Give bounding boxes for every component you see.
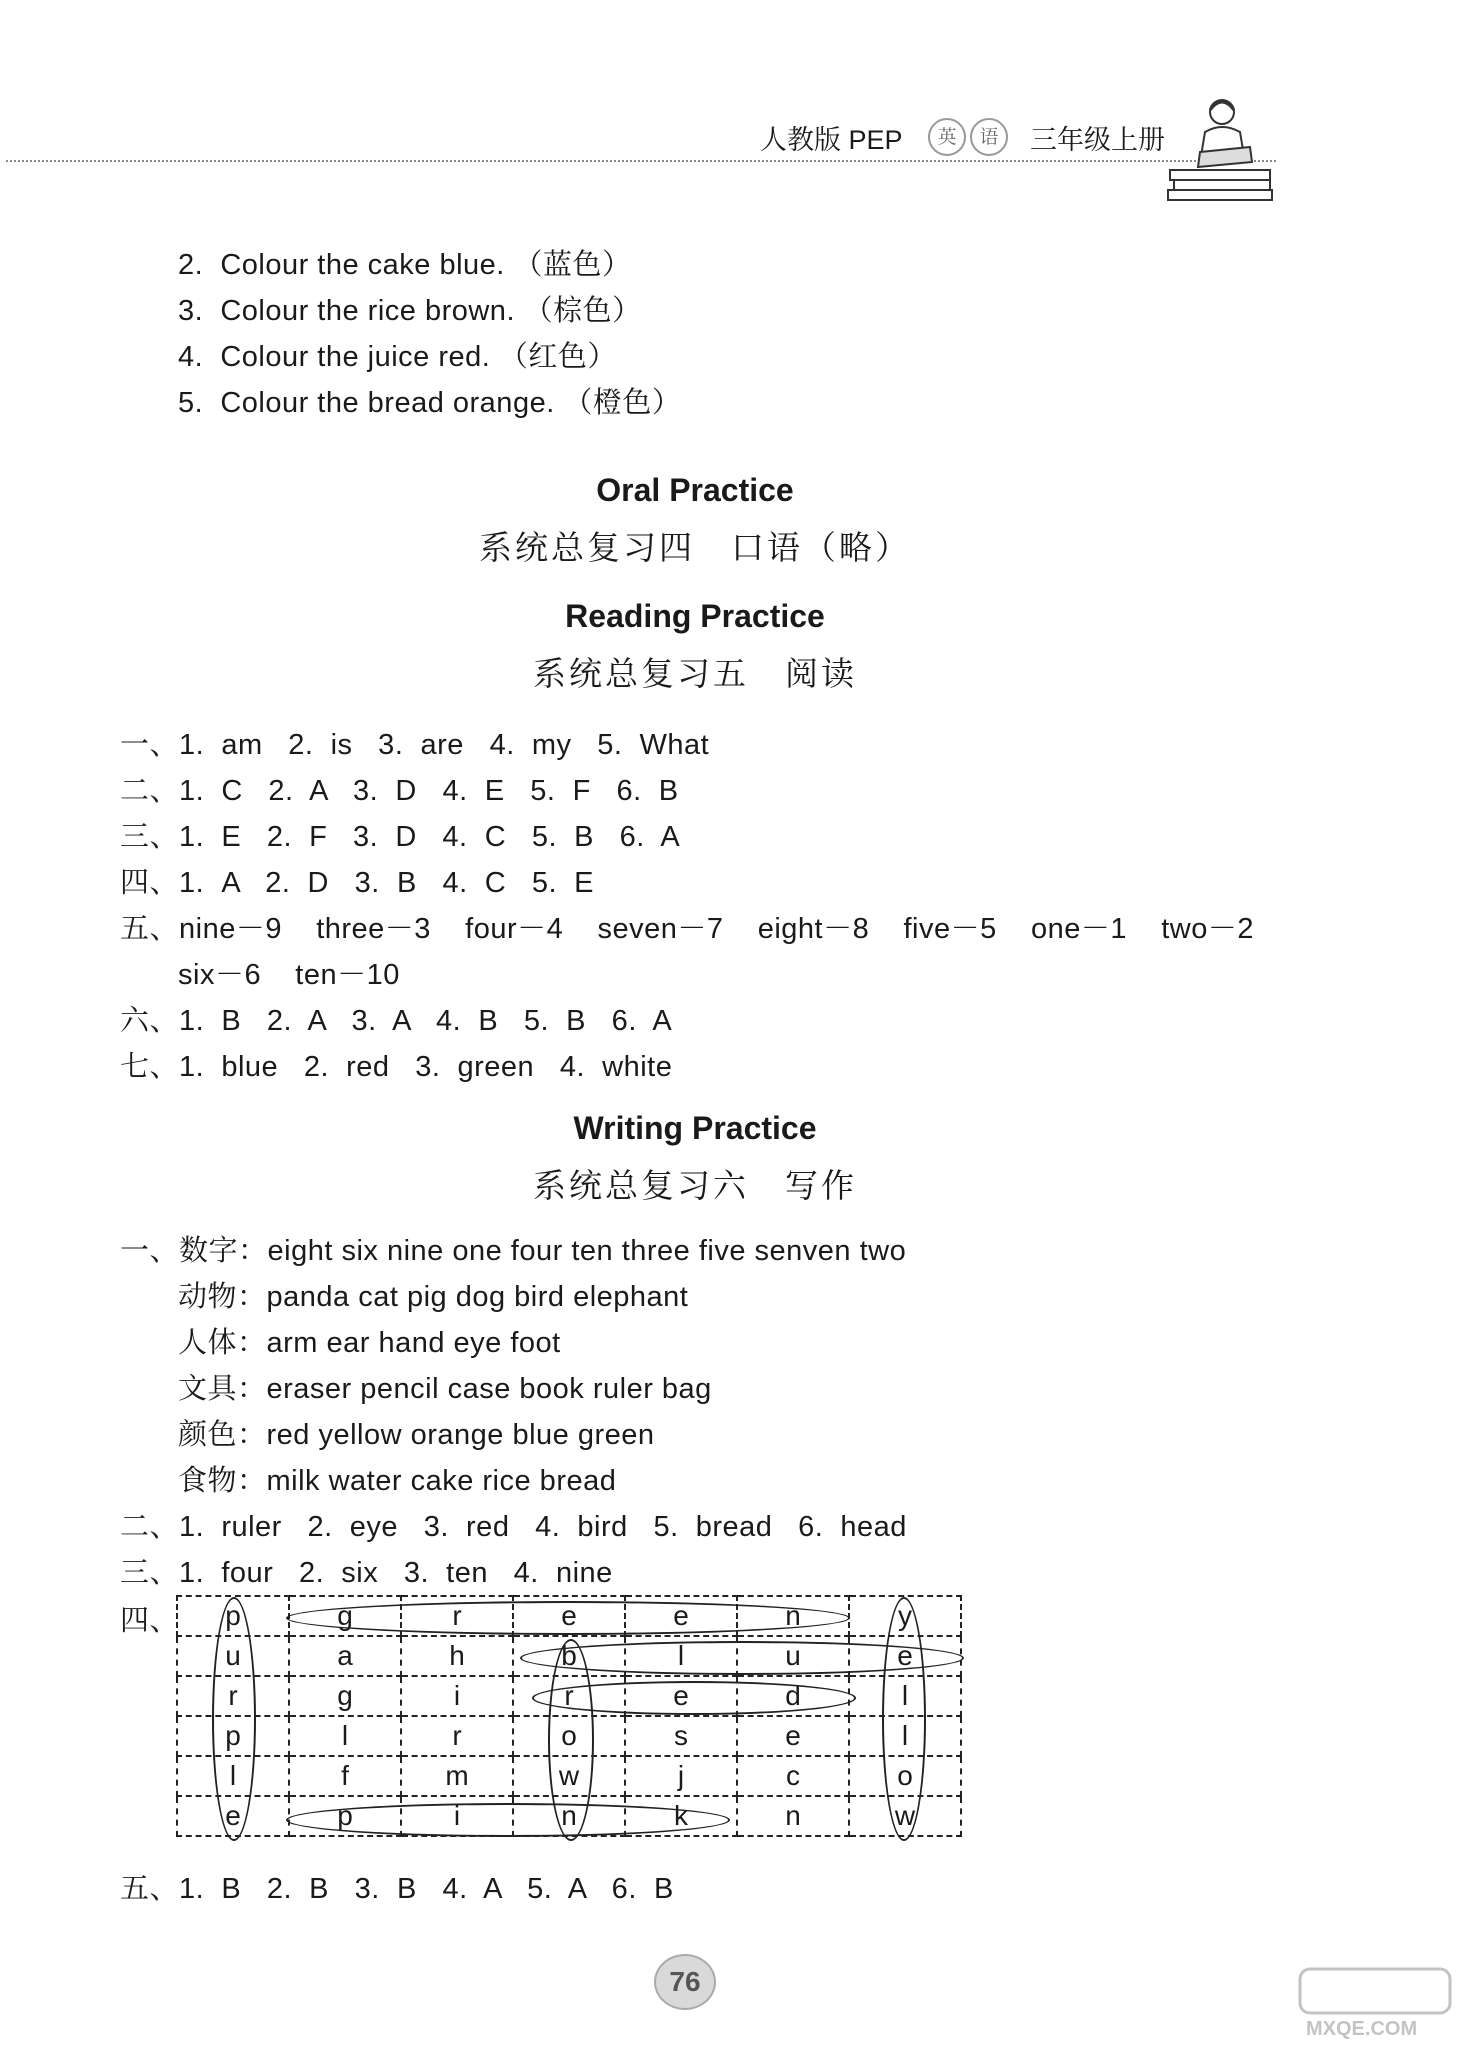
grid-cell: e (177, 1796, 289, 1836)
grid-cell: p (177, 1596, 289, 1636)
writing-title-en: Writing Practice (573, 1110, 817, 1146)
word-category: 一、数字：eight six nine one four ten three five senven two (120, 1233, 907, 1267)
circled-words-layer (176, 1595, 964, 1841)
colour-item: 5. Colour the bread orange. （橙色） (178, 385, 682, 419)
reading-answer-line: 一、1. am 2. is 3. are 4. my 5. What (120, 727, 710, 761)
colour-item: 4. Colour the juice red. （红色） (178, 339, 617, 373)
grid-cell: l (289, 1716, 401, 1756)
word-category: 食物：milk water cake rice bread (178, 1463, 617, 1497)
grid-cell: r (177, 1676, 289, 1716)
reading-answer-line: 六、1. B 2. A 3. A 4. B 5. B 6. A (120, 1003, 673, 1037)
watermark-logo-icon (1296, 1965, 1466, 2045)
grid-cell: m (401, 1756, 513, 1796)
grid-cell: k (625, 1796, 737, 1836)
grid-cell: u (177, 1636, 289, 1676)
grid-cell: p (177, 1716, 289, 1756)
colour-item: 2. Colour the cake blue. （蓝色） (178, 247, 632, 281)
reading-answer-line: six－6 ten－10 (178, 959, 400, 991)
reading-answer-line: 三、1. E 2. F 3. D 4. C 5. B 6. A (120, 819, 681, 853)
oral-title-cn: 系统总复习四 口语（略） (479, 528, 911, 567)
header-grade: 三年级上册 (1030, 125, 1165, 155)
grid-cell: i (401, 1676, 513, 1716)
reading-child-icon (1160, 92, 1280, 212)
grid-cell: e (625, 1676, 737, 1716)
grid-cell: g (289, 1676, 401, 1716)
grid-cell: n (737, 1596, 849, 1636)
grid-cell: b (513, 1636, 625, 1676)
writing-answer-line: 二、1. ruler 2. eye 3. red 4. bird 5. bread 6. head (120, 1509, 907, 1543)
grid-cell: e (737, 1716, 849, 1756)
grid-cell: n (737, 1796, 849, 1836)
word-category: 人体：arm ear hand eye foot (178, 1325, 561, 1359)
grid-question-mark: 四、 (120, 1603, 180, 1637)
reading-answer-line: 七、1. blue 2. red 3. green 4. white (120, 1049, 673, 1083)
grid-cell: y (849, 1596, 961, 1636)
circle-purple (212, 1597, 256, 1841)
grid-cell: l (177, 1756, 289, 1796)
grid-cell: h (401, 1636, 513, 1676)
word-category: 颜色：red yellow orange blue green (178, 1417, 655, 1451)
reading-title-en: Reading Practice (565, 598, 825, 634)
subject-char-1: 英 (928, 118, 966, 156)
header-edition: 人教版 PEP (760, 125, 903, 155)
oral-title-en: Oral Practice (596, 472, 794, 508)
grid-cell: r (401, 1596, 513, 1636)
grid-cell: j (625, 1756, 737, 1796)
writing-title-cn: 系统总复习六 写作 (533, 1166, 857, 1205)
grid-cell: u (737, 1636, 849, 1676)
word-category: 动物：panda cat pig dog bird elephant (178, 1279, 689, 1313)
circle-pink (286, 1803, 730, 1837)
page-number: 76 (654, 1954, 716, 2010)
grid-cell: i (401, 1796, 513, 1836)
reading-title-cn: 系统总复习五 阅读 (533, 654, 857, 693)
grid-cell: l (849, 1716, 961, 1756)
grid-cell: e (625, 1596, 737, 1636)
grid-cell: s (625, 1716, 737, 1756)
grid-cell: o (849, 1756, 961, 1796)
colour-item: 3. Colour the rice brown. （棕色） (178, 293, 642, 327)
grid-cell: l (849, 1676, 961, 1716)
grid-cell: w (513, 1756, 625, 1796)
grid-cell: c (737, 1756, 849, 1796)
circle-yellow (882, 1597, 926, 1841)
grid-cell: d (737, 1676, 849, 1716)
reading-answer-line: 四、1. A 2. D 3. B 4. C 5. E (120, 865, 595, 899)
writing-answer-line: 五、1. B 2. B 3. B 4. A 5. A 6. B (120, 1871, 674, 1905)
grid-cell: n (513, 1796, 625, 1836)
grid-cell: o (513, 1716, 625, 1756)
grid-cell: e (513, 1596, 625, 1636)
grid-cell: p (289, 1796, 401, 1836)
subject-char-2: 语 (970, 118, 1008, 156)
svg-text:MXQE.COM: MXQE.COM (1306, 2018, 1418, 2040)
header-divider (6, 160, 1276, 162)
word-category: 文具：eraser pencil case book ruler bag (178, 1371, 712, 1405)
grid-cell: r (401, 1716, 513, 1756)
grid-cell: f (289, 1756, 401, 1796)
reading-answer-line: 二、1. C 2. A 3. D 4. E 5. F 6. B (120, 773, 679, 807)
grid-cell: g (289, 1596, 401, 1636)
circle-green (286, 1601, 850, 1635)
writing-answer-line: 三、1. four 2. six 3. ten 4. nine (120, 1555, 613, 1589)
grid-cell: e (849, 1636, 961, 1676)
grid-cell: a (289, 1636, 401, 1676)
reading-answer-line: 五、nine－9 three－3 four－4 seven－7 eight－8 five－5 one－1 two－2 (120, 911, 1254, 945)
grid-cell: r (513, 1676, 625, 1716)
grid-cell: w (849, 1796, 961, 1836)
grid-cell: l (625, 1636, 737, 1676)
